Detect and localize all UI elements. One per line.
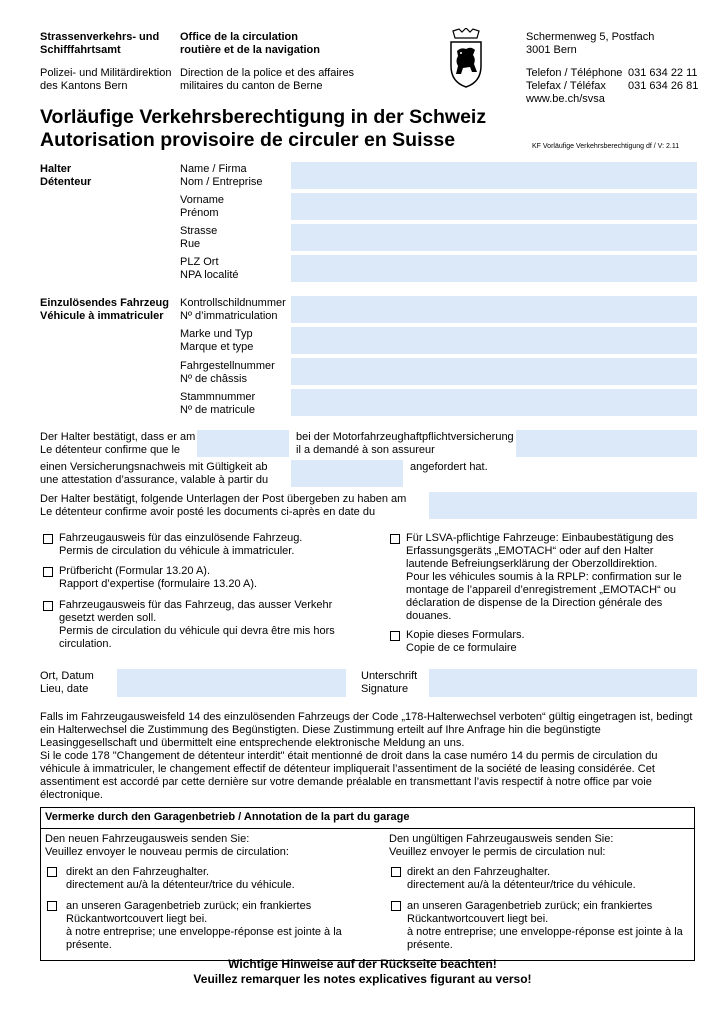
make-type-field[interactable] xyxy=(291,327,697,354)
office-address: Schermenweg 5, Postfach 3001 Bern xyxy=(526,31,655,56)
doc-form-copy-label: Kopie dieses Formulars. Copie de ce formulaire xyxy=(406,629,525,654)
firstname-label: Vorname Prénom xyxy=(180,194,225,219)
doc-old-permit-label: Fahrzeugausweis für das Fahrzeug, das ausser Verkehr gesetzt werden soll. Permis de circulation du véhicule qui devra être mis hors circulation. xyxy=(59,599,335,650)
phone-number: 031 634 22 11 xyxy=(628,67,698,79)
fax-number: 031 634 26 81 xyxy=(628,80,699,92)
old-permit-garage-checkbox[interactable] xyxy=(391,901,401,911)
doc-vehicle-permit-label: Fahrzeugausweis für das einzulösende Fahrzeug. Permis de circulation du véhicule à immatriculer. xyxy=(59,532,303,557)
old-permit-direct-label: direkt an den Fahrzeughalter. directement au/à la détenteur/trice du véhicule. xyxy=(407,866,636,891)
chassis-field[interactable] xyxy=(291,358,697,385)
footer-notice xyxy=(0,957,725,987)
doc-lsva-checkbox[interactable] xyxy=(390,534,400,544)
new-permit-title: Den neuen Fahrzeugausweis senden Sie: Veuillez envoyer le nouveau permis de circulation: xyxy=(45,833,289,858)
postcode-city-field[interactable] xyxy=(291,255,697,282)
doc-inspection-report-checkbox[interactable] xyxy=(43,567,53,577)
dept-de: Polizei- und Militärdirektion des Kantons Bern xyxy=(40,67,172,92)
garage-header: Vermerke durch den Garagenbetrieb / Annotation de la part du garage xyxy=(45,811,410,823)
place-date-label: Ort, Datum Lieu, date xyxy=(40,670,94,695)
new-permit-direct-checkbox[interactable] xyxy=(47,867,57,877)
doc-vehicle-permit-checkbox[interactable] xyxy=(43,534,53,544)
request-date-field[interactable] xyxy=(197,430,289,457)
name-field[interactable] xyxy=(291,162,697,189)
new-permit-garage-checkbox[interactable] xyxy=(47,901,57,911)
confirm-date-label: Der Halter bestätigt, dass er am Le détenteur confirme que le xyxy=(40,431,196,456)
signature-label: Unterschrift Signature xyxy=(361,670,418,695)
title-de: Vorläufige Verkehrsberechtigung in der Schweiz xyxy=(40,106,487,128)
form-code: KF Vorläufige Verkehrsberechtigung df / V: 2.11 xyxy=(532,143,680,150)
matricule-field[interactable] xyxy=(291,389,697,416)
old-permit-direct-checkbox[interactable] xyxy=(391,867,401,877)
make-type-label: Marke und Typ Marque et type xyxy=(180,328,254,353)
place-date-field[interactable] xyxy=(117,669,346,697)
name-label: Name / Firma Nom / Entreprise xyxy=(180,163,263,188)
footer-notice-de: Wichtige Hinweise auf der Rückseite beachten! xyxy=(228,957,497,971)
new-permit-direct-label: direkt an den Fahrzeughalter. directement au/à la détenteur/trice du véhicule. xyxy=(66,866,295,891)
post-date-field[interactable] xyxy=(429,492,697,519)
matricule-label: Stammnummer Nº de matricule xyxy=(180,391,256,416)
requested-label: angefordert hat. xyxy=(410,461,488,473)
fax-label: Telefax / Téléfax xyxy=(526,80,606,92)
plate-label: Kontrollschildnummer Nº d’immatriculation xyxy=(180,297,286,322)
post-date-label: Der Halter bestätigt, folgende Unterlagen der Post übergeben zu haben am Le détenteur confirme avoir posté les documents ci-après en date du xyxy=(40,493,407,518)
canton-bern-coat-of-arms-icon xyxy=(449,28,483,88)
street-label: Strasse Rue xyxy=(180,225,218,250)
insurer-field[interactable] xyxy=(516,430,697,457)
insurer-label: bei der Motorfahrzeughaftpflichtversicherung il a demandé à son assureur xyxy=(296,431,514,456)
website: www.be.ch/svsa xyxy=(526,93,605,105)
phone-label: Telefon / Téléphone xyxy=(526,67,623,79)
street-field[interactable] xyxy=(291,224,697,251)
vehicle-section-label: Einzulösendes Fahrzeug Véhicule à immatriculer xyxy=(40,297,169,322)
doc-form-copy-checkbox[interactable] xyxy=(390,631,400,641)
valid-from-label: einen Versicherungsnachweis mit Gültigkeit ab une attestation d’assurance, valable à partir du xyxy=(40,461,269,486)
code-178-notice: Falls im Fahrzeugausweisfeld 14 des einzulösenden Fahrzeugs der Code „178-Halterwechsel verboten“ gültig eingetragen ist, bedingt ein Halterwechsel die Zustimmung des Begünstigten. Diese Zustimmung erteilt auf Ihre Anfrage hin die begünstigte Leasinggesellschaft und übermittelt eine entsprechende elektronische Meldung an uns. Si le code 178 "Changement de détenteur interdit" était mentionné de droit dans la case numéro 14 du permis de circulation du véhicule à immatriculer, le changement effectif de détenteur impliquerait l’assentiment de la société de leasing considérée. Cet assentiment est accordé par cette dernière sur votre demande préalable en transmettant l’avis respectif à notre office par voie électronique. xyxy=(40,711,693,801)
doc-inspection-report-label: Prüfbericht (Formular 13.20 A). Rapport d’expertise (formulaire 13.20 A). xyxy=(59,565,258,590)
firstname-field[interactable] xyxy=(291,193,697,220)
old-permit-garage-label: an unseren Garagenbetrieb zurück; ein frankiertes Rückantwortcouvert liegt bei. à notre entreprise; une enveloppe-réponse est jointe à la présente. xyxy=(407,900,683,951)
plate-field[interactable] xyxy=(291,296,697,323)
doc-old-permit-checkbox[interactable] xyxy=(43,601,53,611)
chassis-label: Fahrgestellnummer Nº de châssis xyxy=(180,360,275,385)
garage-annotation-box xyxy=(40,807,695,961)
postcode-city-label: PLZ Ort NPA localité xyxy=(180,256,239,281)
new-permit-garage-label: an unseren Garagenbetrieb zurück; ein frankiertes Rückantwortcouvert liegt bei. à notre entreprise; une enveloppe-réponse est jointe à la présente. xyxy=(66,900,342,951)
valid-from-field[interactable] xyxy=(291,460,403,487)
garage-divider xyxy=(41,828,694,829)
footer-notice-fr: Veuillez remarquer les notes explicatives figurant au verso! xyxy=(193,972,532,986)
dept-fr: Direction de la police et des affaires militaires du canton de Berne xyxy=(180,67,355,92)
old-permit-title: Den ungültigen Fahrzeugausweis senden Sie: Veuillez envoyer le permis de circulation nul: xyxy=(389,833,614,858)
holder-section-label: Halter Détenteur xyxy=(40,163,92,188)
doc-lsva-label: Für LSVA-pflichtige Fahrzeuge: Einbaubestätigung des Erfassungsgeräts „EMOTACH“ oder auf den Halter lautende Befreiungserklärung der Oberzolldirektion. Pour les véhicules soumis à la RPLP: confirmation sur le montage de l’appareil d’enregistrement „EMOTACH“ ou déclaration de dispense de la Direction générale des douanes. xyxy=(406,532,682,622)
title-fr: Autorisation provisoire de circuler en Suisse xyxy=(40,129,456,151)
agency-fr: Office de la circulation routière et de la navigation xyxy=(180,31,320,56)
signature-field[interactable] xyxy=(429,669,697,697)
agency-de: Strassenverkehrs- und Schifffahrtsamt xyxy=(40,31,160,56)
